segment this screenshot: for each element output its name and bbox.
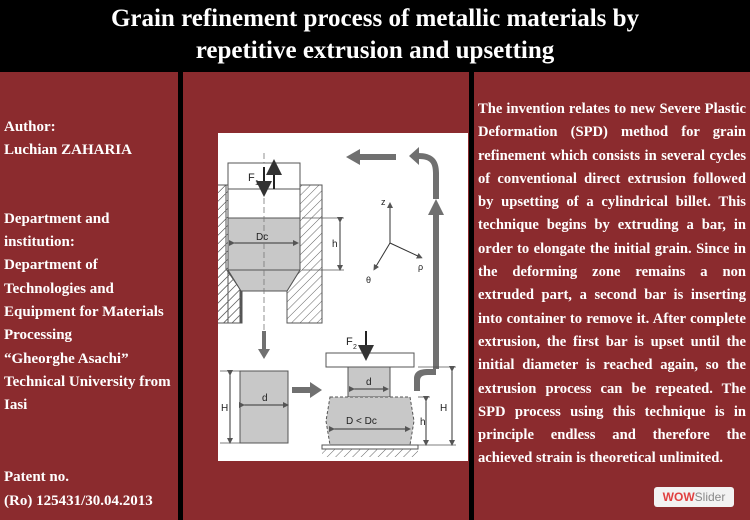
author-name: Luchian ZAHARIA bbox=[4, 142, 132, 158]
f2-subscript: 2 bbox=[353, 344, 357, 351]
watermark-slider: Slider bbox=[694, 490, 726, 504]
d-label-right: d bbox=[366, 377, 372, 388]
patent-heading: Patent no. bbox=[4, 469, 69, 485]
author-heading: Author: bbox=[4, 119, 56, 135]
axis-theta-label: θ bbox=[366, 275, 372, 285]
right-description-panel bbox=[474, 72, 750, 520]
dept-line: Equipment for Materials bbox=[4, 304, 164, 320]
dept-line: Technologies and bbox=[4, 281, 114, 297]
watermark-wow: WOW bbox=[662, 490, 695, 504]
wowslider-watermark[interactable] bbox=[654, 487, 734, 507]
dept-heading-2: institution: bbox=[4, 234, 75, 250]
axis-rho-label: ρ bbox=[418, 262, 424, 272]
axis-z-label: z bbox=[381, 197, 386, 207]
h-label-top: h bbox=[332, 239, 338, 250]
left-info-panel bbox=[0, 72, 178, 520]
dept-line: “Gheorghe Asachi” bbox=[4, 351, 129, 367]
title-bar bbox=[0, 0, 750, 70]
h-label-bottom: h bbox=[420, 417, 426, 428]
H-label-left: H bbox=[221, 403, 229, 414]
description-text: The invention relates to new Severe Plastic Deformation (SPD) method for grain refinement which consists in several cycles of conventional direct extrusion followed by upsetting of a cylindrical billet. This technique begins by extruding a bar, in order to elongate the initial grain. Since in the deforming zone remains a non extruded part, a second bar is inserting into container to remove it. After complete extrusion, the first bar is upset until the initial diameter is reached again, so the extrusion process can be repeated. The SPD process using this technique is in principle endless and therefore the achieved strain is theoretical unlimited. bbox=[478, 101, 746, 467]
extruded-bar bbox=[220, 371, 288, 443]
dept-line: Iasi bbox=[4, 397, 28, 413]
dc-label: Dc bbox=[256, 232, 269, 243]
dept-heading-1: Department and bbox=[4, 211, 110, 227]
process-diagram-svg bbox=[218, 133, 468, 461]
process-diagram bbox=[218, 133, 468, 461]
patent-number: (Ro) 125431/30.04.2013 bbox=[4, 493, 153, 509]
title-line-2: repetitive extrusion and upsetting bbox=[195, 37, 555, 64]
dept-line: Processing bbox=[4, 327, 73, 343]
D-lt-Dc-label: D < Dc bbox=[346, 416, 377, 427]
dept-line: Technical University from bbox=[4, 374, 171, 390]
f1-label: F bbox=[248, 172, 255, 184]
title-line-1: Grain refinement process of metallic materials by bbox=[110, 5, 640, 32]
f1-subscript: 1 bbox=[255, 180, 259, 187]
d-label-left: d bbox=[262, 393, 268, 404]
f2-label: F bbox=[346, 336, 353, 348]
H-label-right: H bbox=[440, 403, 448, 414]
punch-f1 bbox=[228, 163, 300, 189]
axis-system bbox=[375, 205, 420, 268]
dept-line: Department of bbox=[4, 257, 98, 273]
